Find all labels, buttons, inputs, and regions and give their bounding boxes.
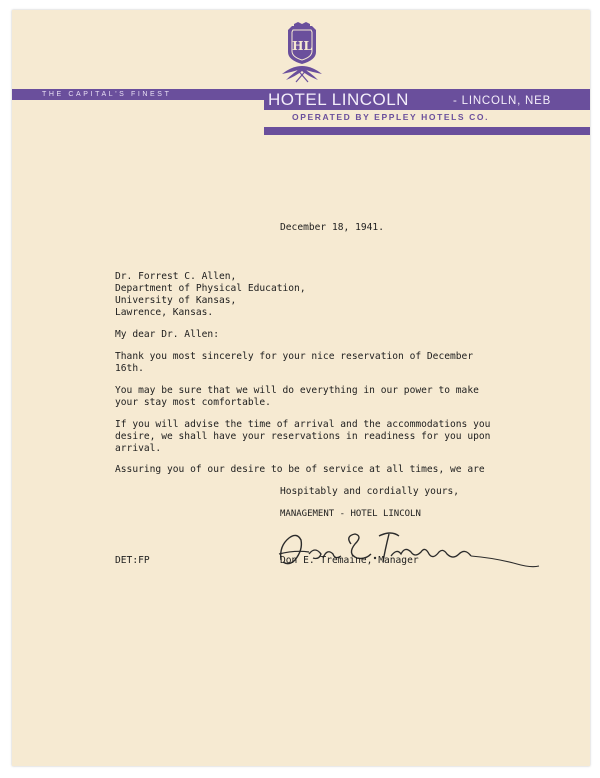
paragraph-line: 16th. xyxy=(115,363,144,374)
letter-signer: Don E. Tremaine, Manager xyxy=(280,555,419,566)
paragraph-line: arrival. xyxy=(115,443,162,454)
recipient-line: Dr. Forrest C. Allen, xyxy=(115,271,237,282)
letterhead-slogan: THE CAPITAL'S FINEST xyxy=(42,91,172,98)
recipient-line: Lawrence, Kansas. xyxy=(115,307,214,318)
paragraph-line: your stay most comfortable. xyxy=(115,397,271,408)
typist-initials: DET:FP xyxy=(115,555,150,566)
recipient-line: University of Kansas, xyxy=(115,295,237,306)
letterhead-band-bottom xyxy=(264,127,590,135)
letter-salutation: My dear Dr. Allen: xyxy=(115,329,219,340)
svg-text:HL: HL xyxy=(292,39,312,53)
letterhead-hotel-city: - LINCOLN, NEB xyxy=(453,95,552,107)
paragraph-line: You may be sure that we will do everything in our power to make xyxy=(115,385,479,396)
letter-closing: Hospitably and cordially yours, xyxy=(280,486,460,497)
paragraph-line: If you will advise the time of arrival and the accommodations you xyxy=(115,419,491,430)
letter-company: MANAGEMENT - HOTEL LINCOLN xyxy=(280,509,421,519)
letterhead-operated-by: OPERATED BY EPPLEY HOTELS CO. xyxy=(292,112,490,122)
paragraph-line: desire, we shall have your reservations in readiness for you upon xyxy=(115,431,491,442)
hotel-crest-logo xyxy=(274,22,330,84)
recipient-line: Department of Physical Education, xyxy=(115,283,306,294)
letter-date: December 18, 1941. xyxy=(280,222,384,233)
paragraph-line: Assuring you of our desire to be of service at all times, we are xyxy=(115,464,485,475)
paragraph-line: Thank you most sincerely for your nice reservation of December xyxy=(115,351,474,362)
handwritten-signature xyxy=(275,524,545,576)
letterhead-hotel-name: HOTEL LINCOLN xyxy=(268,90,409,109)
